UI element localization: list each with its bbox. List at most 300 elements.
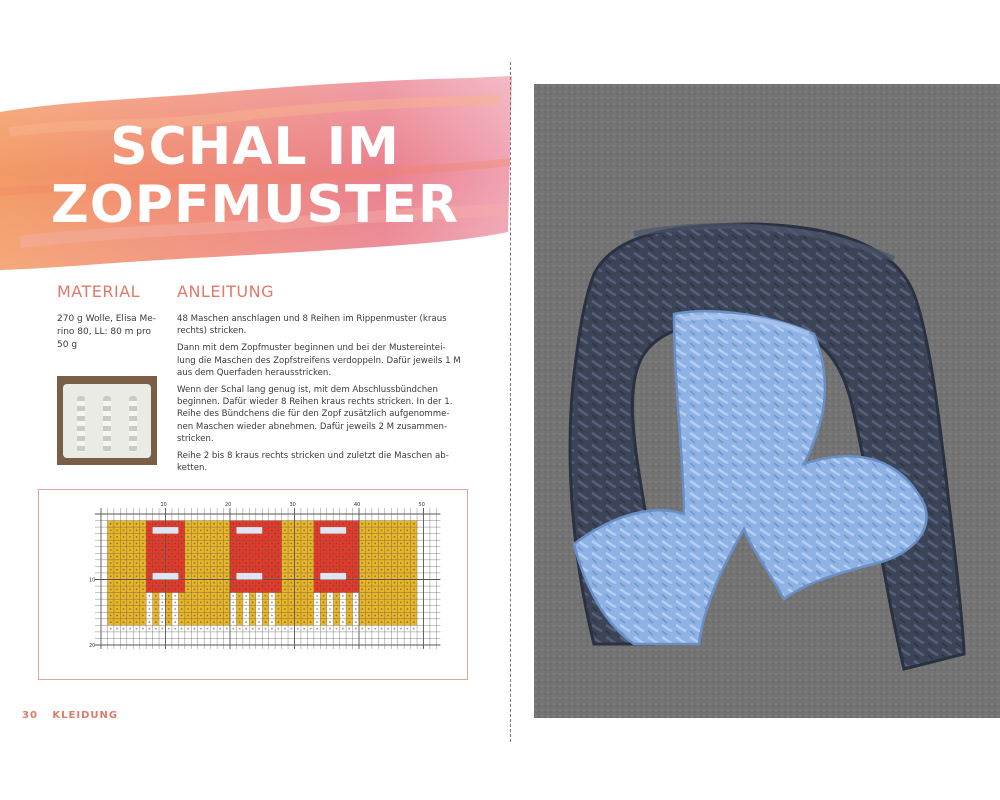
chart-stitch-dot — [116, 569, 118, 571]
chart-stitch-dot — [387, 595, 389, 597]
chart-stitch-dot — [187, 602, 189, 604]
chart-stitch-dot — [226, 602, 228, 604]
chart-stitch-dot — [374, 523, 376, 525]
swatch-cable — [129, 396, 137, 452]
chart-stitch-dot — [316, 595, 318, 597]
chart-stitch-dot — [200, 621, 202, 623]
chart-stitch-dot — [200, 556, 202, 558]
chart-stitch-dot — [194, 588, 196, 590]
chart-stitch-dot — [200, 608, 202, 610]
chart-stitch-dot — [232, 575, 234, 577]
chart-stitch-dot — [116, 543, 118, 545]
chart-stitch-dot — [361, 543, 363, 545]
chart-stitch-dot — [181, 608, 183, 610]
chart-stitch-dot — [387, 582, 389, 584]
chart-stitch-dot — [310, 595, 312, 597]
chart-stitch-dot — [297, 628, 299, 630]
chart-stitch-dot — [323, 569, 325, 571]
chart-stitch-dot — [252, 621, 254, 623]
chart-stitch-dot — [316, 529, 318, 531]
chart-stitch-dot — [245, 536, 247, 538]
chart-stitch-dot — [123, 569, 125, 571]
chart-stitch-dot — [361, 582, 363, 584]
chart-stitch-dot — [258, 621, 260, 623]
chart-stitch-dot — [381, 536, 383, 538]
chart-stitch-dot — [406, 523, 408, 525]
chart-stitch-dot — [200, 595, 202, 597]
chart-stitch-dot — [110, 602, 112, 604]
chart-stitch-dot — [207, 562, 209, 564]
chart-stitch-dot — [161, 628, 163, 630]
chart-stitch-dot — [310, 529, 312, 531]
chart-stitch-dot — [200, 562, 202, 564]
chart-stitch-dot — [194, 536, 196, 538]
chart-stitch-dot — [277, 562, 279, 564]
chart-stitch-dot — [181, 588, 183, 590]
chart-stitch-dot — [265, 536, 267, 538]
chart-stitch-dot — [148, 588, 150, 590]
chart-stitch-dot — [168, 523, 170, 525]
chart-stitch-dot — [239, 602, 241, 604]
chart-stitch-dot — [394, 569, 396, 571]
chart-stitch-dot — [284, 608, 286, 610]
chart-stitch-dot — [329, 582, 331, 584]
chart-stitch-dot — [406, 628, 408, 630]
chart-stitch-dot — [168, 602, 170, 604]
chart-stitch-dot — [355, 621, 357, 623]
chart-stitch-dot — [381, 549, 383, 551]
chart-stitch-dot — [394, 582, 396, 584]
chart-stitch-dot — [232, 628, 234, 630]
chart-stitch-dot — [245, 608, 247, 610]
chart-stitch-dot — [155, 588, 157, 590]
chart-stitch-dot — [219, 523, 221, 525]
chart-cable-cross — [236, 527, 262, 534]
chart-stitch-dot — [387, 608, 389, 610]
chart-stitch-dot — [161, 549, 163, 551]
chart-stitch-dot — [168, 549, 170, 551]
chart-stitch-dot — [245, 523, 247, 525]
page-footer — [22, 710, 128, 721]
chart-stitch-dot — [394, 529, 396, 531]
chart-stitch-dot — [252, 588, 254, 590]
chart-stitch-dot — [110, 608, 112, 610]
chart-stitch-dot — [406, 575, 408, 577]
chart-stitch-dot — [387, 543, 389, 545]
chart-stitch-dot — [329, 595, 331, 597]
chart-stitch-dot — [355, 575, 357, 577]
chart-stitch-dot — [116, 608, 118, 610]
chart-stitch-dot — [355, 582, 357, 584]
chart-stitch-dot — [258, 582, 260, 584]
chart-stitch-dot — [226, 595, 228, 597]
material-line-2: rino 80, LL: 80 m pro — [57, 327, 152, 337]
chart-stitch-dot — [336, 588, 338, 590]
chart-stitch-dot — [148, 549, 150, 551]
chart-stitch-dot — [265, 556, 267, 558]
chart-stitch-dot — [329, 602, 331, 604]
chart-stitch-dot — [219, 608, 221, 610]
chart-stitch-dot — [387, 569, 389, 571]
chart-stitch-dot — [252, 549, 254, 551]
chart-stitch-dot — [336, 595, 338, 597]
chart-stitch-dot — [136, 536, 138, 538]
chart-stitch-dot — [361, 549, 363, 551]
chart-stitch-dot — [310, 543, 312, 545]
chart-stitch-dot — [148, 562, 150, 564]
chart-stitch-dot — [329, 543, 331, 545]
chart-stitch-dot — [194, 529, 196, 531]
chart-stitch-dot — [413, 529, 415, 531]
chart-stitch-dot — [400, 582, 402, 584]
chart-stitch-dot — [148, 615, 150, 617]
chart-stitch-dot — [174, 569, 176, 571]
chart-stitch-dot — [271, 595, 273, 597]
chart-stitch-dot — [142, 569, 144, 571]
chart-stitch-dot — [374, 621, 376, 623]
chart-stitch-dot — [303, 602, 305, 604]
chart-stitch-dot — [168, 562, 170, 564]
chart-stitch-dot — [323, 543, 325, 545]
chart-stitch-dot — [187, 543, 189, 545]
chart-stitch-dot — [348, 588, 350, 590]
chart-stitch-dot — [155, 543, 157, 545]
chart-stitch-dot — [142, 556, 144, 558]
chart-stitch-dot — [368, 529, 370, 531]
chart-stitch-dot — [232, 621, 234, 623]
chart-stitch-dot — [129, 582, 131, 584]
chart-stitch-dot — [374, 562, 376, 564]
chart-stitch-dot — [368, 543, 370, 545]
chart-stitch-dot — [142, 621, 144, 623]
chart-stitch-dot — [406, 615, 408, 617]
chart-stitch-dot — [290, 628, 292, 630]
chart-stitch-dot — [252, 569, 254, 571]
material-heading: MATERIAL — [57, 282, 141, 301]
chart-stitch-dot — [284, 588, 286, 590]
chart-stitch-dot — [110, 628, 112, 630]
chart-stitch-dot — [381, 602, 383, 604]
chart-stitch-dot — [387, 628, 389, 630]
chart-stitch-dot — [194, 562, 196, 564]
chart-stitch-dot — [323, 549, 325, 551]
chart-stitch-dot — [310, 523, 312, 525]
chart-stitch-dot — [406, 588, 408, 590]
chart-stitch-dot — [194, 569, 196, 571]
chart-stitch-dot — [110, 562, 112, 564]
chart-stitch-dot — [284, 543, 286, 545]
chart-stitch-dot — [194, 556, 196, 558]
chart-stitch-dot — [258, 523, 260, 525]
chart-stitch-dot — [181, 556, 183, 558]
chart-stitch-dot — [239, 569, 241, 571]
chart-stitch-dot — [207, 575, 209, 577]
chart-stitch-dot — [239, 615, 241, 617]
chart-stitch-dot — [381, 523, 383, 525]
chart-stitch-dot — [168, 588, 170, 590]
chart-stitch-dot — [226, 575, 228, 577]
chart-stitch-dot — [142, 602, 144, 604]
chart-stitch-dot — [406, 595, 408, 597]
chart-stitch-dot — [265, 562, 267, 564]
chart-stitch-dot — [148, 523, 150, 525]
chart-stitch-dot — [116, 549, 118, 551]
chart-stitch-dot — [207, 536, 209, 538]
chart-stitch-dot — [400, 523, 402, 525]
material-line-3: 50 g — [57, 340, 78, 350]
chart-stitch-dot — [239, 536, 241, 538]
chart-stitch-dot — [290, 549, 292, 551]
chart-stitch-dot — [310, 556, 312, 558]
chart-stitch-dot — [406, 582, 408, 584]
chart-stitch-dot — [316, 615, 318, 617]
chart-stitch-dot — [348, 549, 350, 551]
chart-stitch-dot — [136, 569, 138, 571]
chart-stitch-dot — [284, 582, 286, 584]
chart-col-label: 30 — [289, 502, 296, 508]
chart-stitch-dot — [219, 543, 221, 545]
chart-stitch-dot — [316, 621, 318, 623]
chart-stitch-dot — [245, 582, 247, 584]
chart-stitch-dot — [219, 562, 221, 564]
chart-stitch-dot — [348, 536, 350, 538]
chart-stitch-dot — [161, 536, 163, 538]
chart-stitch-dot — [297, 615, 299, 617]
chart-stitch-dot — [381, 588, 383, 590]
chart-stitch-dot — [258, 556, 260, 558]
chart-stitch-dot — [290, 543, 292, 545]
chart-stitch-dot — [239, 595, 241, 597]
chart-stitch-dot — [116, 536, 118, 538]
chart-stitch-dot — [213, 549, 215, 551]
chart-stitch-dot — [148, 628, 150, 630]
chart-stitch-dot — [303, 608, 305, 610]
chart-stitch-dot — [168, 615, 170, 617]
chart-stitch-dot — [129, 569, 131, 571]
chart-stitch-dot — [232, 608, 234, 610]
instruction-paragraph: Wenn der Schal lang genug ist, mit dem Abschlussbündchen beginnen. Dafür wieder 8 Reihen kraus rechts stricken. In der 1. Reihe des Bündchens die für den Zopf zusätzlich aufgenomme-nen Maschen wieder abnehmen. Dafür jeweils 2 M zusammen-stricken. — [177, 385, 453, 444]
chart-stitch-dot — [374, 588, 376, 590]
chart-stitch-dot — [155, 549, 157, 551]
chart-stitch-dot — [200, 543, 202, 545]
chart-stitch-dot — [252, 523, 254, 525]
chart-stitch-dot — [381, 569, 383, 571]
chart-stitch-dot — [413, 582, 415, 584]
chart-stitch-dot — [155, 628, 157, 630]
chart-stitch-dot — [161, 595, 163, 597]
chart-stitch-dot — [252, 602, 254, 604]
chart-stitch-dot — [323, 523, 325, 525]
chart-stitch-dot — [194, 621, 196, 623]
chart-stitch-dot — [129, 628, 131, 630]
chart-stitch-dot — [213, 543, 215, 545]
swatch-cable — [103, 396, 111, 452]
chart-stitch-dot — [394, 536, 396, 538]
chart-stitch-dot — [271, 523, 273, 525]
chart-stitch-dot — [187, 549, 189, 551]
chart-stitch-dot — [381, 562, 383, 564]
chart-stitch-dot — [310, 575, 312, 577]
chart-stitch-dot — [342, 523, 344, 525]
chart-stitch-dot — [290, 615, 292, 617]
chart-stitch-dot — [277, 588, 279, 590]
chart-stitch-dot — [226, 588, 228, 590]
chart-cable-cross — [153, 573, 179, 580]
chart-stitch-dot — [239, 628, 241, 630]
chart-stitch-dot — [213, 595, 215, 597]
chart-stitch-dot — [116, 588, 118, 590]
chart-stitch-dot — [116, 602, 118, 604]
chart-stitch-dot — [297, 575, 299, 577]
chart-stitch-dot — [329, 588, 331, 590]
chart-stitch-dot — [368, 602, 370, 604]
chart-stitch-dot — [400, 575, 402, 577]
chart-stitch-dot — [245, 569, 247, 571]
chart-stitch-dot — [394, 608, 396, 610]
chart-stitch-dot — [232, 549, 234, 551]
chart-stitch-dot — [342, 549, 344, 551]
chart-stitch-dot — [277, 543, 279, 545]
chart-stitch-dot — [123, 536, 125, 538]
chart-stitch-dot — [290, 595, 292, 597]
chart-stitch-dot — [174, 582, 176, 584]
chart-stitch-dot — [219, 615, 221, 617]
chart-stitch-dot — [323, 556, 325, 558]
chart-stitch-dot — [213, 575, 215, 577]
chart-stitch-dot — [148, 575, 150, 577]
chart-stitch-dot — [258, 628, 260, 630]
chart-stitch-dot — [374, 628, 376, 630]
chart-stitch-dot — [129, 595, 131, 597]
chart-stitch-dot — [361, 529, 363, 531]
chart-stitch-dot — [142, 523, 144, 525]
knitted-swatch — [63, 384, 151, 458]
chart-stitch-dot — [310, 562, 312, 564]
chart-stitch-dot — [200, 602, 202, 604]
chart-stitch-dot — [136, 556, 138, 558]
chart-stitch-dot — [336, 608, 338, 610]
chart-stitch-dot — [187, 523, 189, 525]
chart-stitch-dot — [194, 608, 196, 610]
chart-stitch-dot — [239, 523, 241, 525]
chart-stitch-dot — [387, 529, 389, 531]
chart-stitch-dot — [110, 569, 112, 571]
chart-stitch-dot — [290, 621, 292, 623]
chart-stitch-dot — [355, 529, 357, 531]
chart-stitch-dot — [161, 602, 163, 604]
chart-stitch-dot — [284, 523, 286, 525]
chart-stitch-dot — [374, 582, 376, 584]
chart-stitch-dot — [413, 562, 415, 564]
chart-stitch-dot — [136, 562, 138, 564]
chart-stitch-dot — [342, 595, 344, 597]
chart-stitch-dot — [168, 556, 170, 558]
chart-stitch-dot — [174, 562, 176, 564]
chart-stitch-dot — [239, 549, 241, 551]
chart-row-label: 20 — [89, 643, 96, 649]
chart-stitch-dot — [368, 615, 370, 617]
chart-stitch-dot — [258, 536, 260, 538]
chart-stitch-dot — [413, 543, 415, 545]
chart-stitch-dot — [394, 549, 396, 551]
chart-stitch-dot — [329, 621, 331, 623]
chart-stitch-dot — [413, 523, 415, 525]
chart-stitch-dot — [400, 628, 402, 630]
chart-stitch-dot — [200, 575, 202, 577]
chart-stitch-dot — [374, 615, 376, 617]
chart-cable-cross — [153, 527, 179, 534]
chart-stitch-dot — [265, 621, 267, 623]
chart-stitch-dot — [245, 588, 247, 590]
chart-stitch-dot — [245, 628, 247, 630]
chart-col-label: 40 — [354, 502, 361, 508]
chart-stitch-dot — [277, 556, 279, 558]
chart-stitch-dot — [200, 529, 202, 531]
chart-stitch-dot — [213, 621, 215, 623]
chart-stitch-dot — [181, 549, 183, 551]
chart-stitch-dot — [123, 529, 125, 531]
chart-stitch-dot — [239, 543, 241, 545]
chart-stitch-dot — [374, 549, 376, 551]
chart-stitch-dot — [303, 556, 305, 558]
chart-stitch-dot — [123, 608, 125, 610]
chart-stitch-dot — [316, 543, 318, 545]
chart-stitch-dot — [336, 543, 338, 545]
chart-stitch-dot — [207, 588, 209, 590]
chart-stitch-dot — [297, 602, 299, 604]
chart-stitch-dot — [361, 615, 363, 617]
chart-stitch-dot — [297, 588, 299, 590]
chart-stitch-dot — [239, 582, 241, 584]
chart-stitch-dot — [142, 529, 144, 531]
chart-stitch-dot — [336, 556, 338, 558]
chart-stitch-dot — [297, 549, 299, 551]
chart-stitch-dot — [310, 602, 312, 604]
chart-stitch-dot — [387, 562, 389, 564]
chart-stitch-dot — [232, 569, 234, 571]
chart-stitch-dot — [245, 602, 247, 604]
chart-stitch-dot — [413, 556, 415, 558]
chart-stitch-dot — [194, 549, 196, 551]
chart-stitch-dot — [136, 575, 138, 577]
chart-stitch-dot — [219, 556, 221, 558]
chart-stitch-dot — [277, 529, 279, 531]
chart-stitch-dot — [381, 628, 383, 630]
chart-stitch-dot — [213, 529, 215, 531]
chart-stitch-dot — [303, 543, 305, 545]
chart-stitch-dot — [381, 608, 383, 610]
chart-stitch-dot — [348, 595, 350, 597]
chart-stitch-dot — [387, 615, 389, 617]
chart-stitch-dot — [355, 615, 357, 617]
chart-stitch-dot — [110, 582, 112, 584]
chart-stitch-dot — [207, 621, 209, 623]
chart-stitch-dot — [181, 529, 183, 531]
chart-stitch-dot — [342, 602, 344, 604]
chart-stitch-dot — [348, 523, 350, 525]
chart-stitch-dot — [194, 602, 196, 604]
chart-stitch-dot — [329, 628, 331, 630]
chart-stitch-dot — [129, 543, 131, 545]
chart-stitch-dot — [123, 595, 125, 597]
chart-stitch-dot — [116, 628, 118, 630]
chart-stitch-dot — [226, 569, 228, 571]
chart-stitch-dot — [297, 582, 299, 584]
chart-stitch-dot — [303, 595, 305, 597]
chart-stitch-dot — [290, 575, 292, 577]
chart-stitch-dot — [271, 549, 273, 551]
chart-stitch-dot — [129, 615, 131, 617]
